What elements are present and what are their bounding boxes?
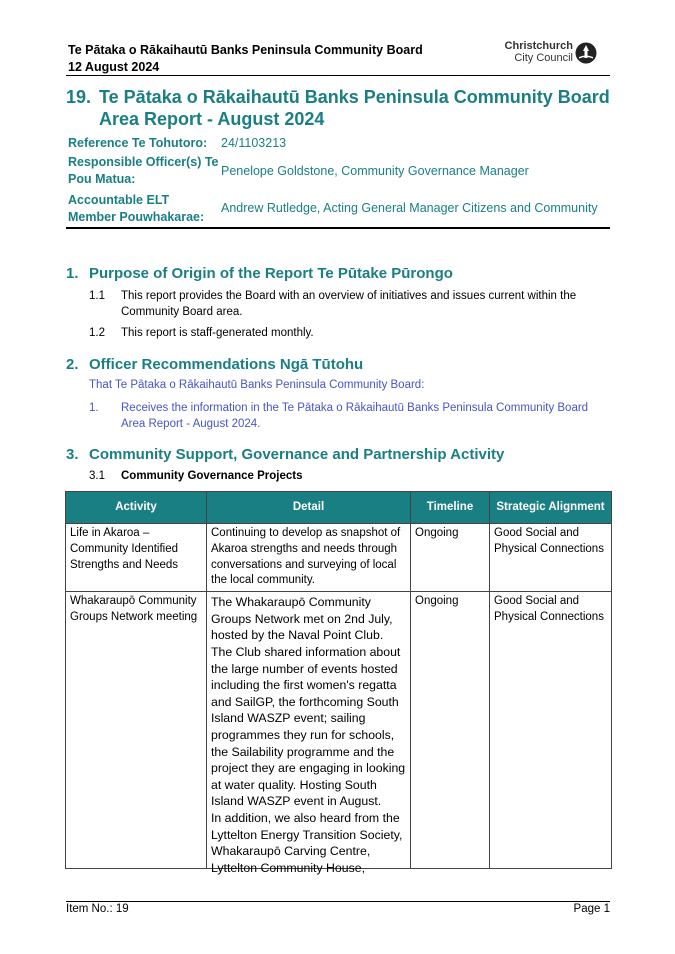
elt-label-line-1: Accountable ELT xyxy=(68,193,170,207)
community-governance-table xyxy=(65,491,612,875)
footer-divider xyxy=(66,901,610,902)
paragraph-1-2-text: This report is staff-generated monthly. xyxy=(121,327,314,339)
report-title xyxy=(66,86,610,130)
logo-line-1: Christchurch xyxy=(504,40,573,52)
paragraph-1-1-line-2: Community Board area. xyxy=(121,306,243,318)
row-1-activity: Life in Akaroa – Community Identified Strengths and Needs xyxy=(66,524,207,592)
paragraph-1-1-line-1: This report provides the Board with an overview of initiatives and issues current within the xyxy=(121,290,577,302)
column-header-detail: Detail xyxy=(207,492,411,524)
recommendation-1 xyxy=(89,400,614,432)
header-meeting-date: 12 August 2024 xyxy=(68,60,160,74)
meta-divider xyxy=(66,227,610,229)
report-title-line-2: Area Report - August 2024 xyxy=(99,109,325,129)
recommendation-intro: That Te Pātaka o Rākaihautū Banks Peninsula Community Board: xyxy=(89,379,425,391)
cathedral-logo-icon xyxy=(575,42,597,64)
reference-value: 24/1103213 xyxy=(221,136,287,150)
section-2-number: 2. xyxy=(66,356,79,373)
elt-value: Andrew Rutledge, Acting General Manager Citizens and Community xyxy=(221,201,598,215)
row-1-strategic-alignment: Good Social and Physical Connections xyxy=(490,524,612,592)
column-header-timeline: Timeline xyxy=(411,492,490,524)
section-1-number: 1. xyxy=(66,265,79,282)
officer-value: Penelope Goldstone, Community Governance Manager xyxy=(221,164,529,178)
row-2-timeline: Ongoing xyxy=(411,592,490,869)
row-2-detail xyxy=(207,592,411,875)
paragraph-1-1-number: 1.1 xyxy=(89,290,105,302)
header-board-name: Te Pātaka o Rākaihautū Banks Peninsula Community Board xyxy=(68,43,423,57)
row-2-detail-paragraph-2: In addition, we also heard from the Lyttelton Energy Transition Society, Whakaraupō Carving Centre, Lyttelton Community House, xyxy=(211,810,403,875)
section-2-title: Officer Recommendations Ngā Tūtohu xyxy=(89,356,364,373)
recommendation-1-line-1: Receives the information in the Te Pātaka o Rākaihautū Banks Peninsula Community Board xyxy=(121,402,589,414)
officer-label-line-1: Responsible Officer(s) Te xyxy=(68,155,219,169)
paragraph-1-1 xyxy=(89,288,609,320)
document-header xyxy=(68,42,423,76)
column-header-strategic-alignment: Strategic Alignment xyxy=(490,492,612,524)
row-2-activity: Whakaraupō Community Groups Network meeting xyxy=(66,592,207,869)
section-1-heading xyxy=(66,265,453,283)
section-2-heading xyxy=(66,356,363,374)
elt-label xyxy=(68,193,204,225)
paragraph-1-2-number: 1.2 xyxy=(89,327,105,339)
row-1-timeline: Ongoing xyxy=(411,524,490,592)
section-3-heading xyxy=(66,446,504,464)
recommendation-1-number: 1. xyxy=(89,402,99,414)
table-row xyxy=(66,592,612,869)
report-title-line-1: Te Pātaka o Rākaihautū Banks Peninsula Community Board xyxy=(99,87,610,107)
column-header-activity: Activity xyxy=(66,492,207,524)
paragraph-1-2 xyxy=(89,325,609,341)
row-1-detail: Continuing to develop as snapshot of Akaroa strengths and needs through conversations and surveying of local the local community. xyxy=(207,524,411,592)
subsection-3-1-number: 3.1 xyxy=(89,470,105,482)
row-2-detail-paragraph-1: The Whakaraupō Community Groups Network met on 2nd July, hosted by the Naval Point Club. The Club shared information about the large number of events hosted including the first women's regatta and SailGP, the forthcoming South Island WASZP event; sailing programmes they run for schools, the Sailability programme and the project they are engaging in looking at water quality. Hosting South Island WASZP event in August. xyxy=(211,595,406,809)
council-logo xyxy=(497,40,602,70)
subsection-3-1-title: Community Governance Projects xyxy=(121,470,303,482)
table-header-row xyxy=(66,492,612,524)
recommendation-1-line-2: Area Report - August 2024. xyxy=(121,418,261,430)
reference-label: Reference Te Tohutoro: xyxy=(68,136,208,150)
footer-page-number: Page 1 xyxy=(573,903,610,915)
footer-item-number: Item No.: 19 xyxy=(66,903,129,915)
officer-label xyxy=(68,155,219,187)
logo-line-2: City Council xyxy=(514,52,573,64)
section-3-number: 3. xyxy=(66,446,79,463)
section-1-title: Purpose of Origin of the Report Te Pūtake Pūrongo xyxy=(89,265,453,282)
header-divider xyxy=(66,75,610,76)
subsection-3-1 xyxy=(89,468,303,484)
table-row xyxy=(66,524,612,592)
row-2-strategic-alignment: Good Social and Physical Connections xyxy=(490,592,612,869)
report-number: 19. xyxy=(66,87,92,107)
elt-label-line-2: Member Pouwhakarae: xyxy=(68,210,205,224)
section-3-title: Community Support, Governance and Partnership Activity xyxy=(89,446,505,463)
officer-label-line-2: Pou Matua: xyxy=(68,172,136,186)
